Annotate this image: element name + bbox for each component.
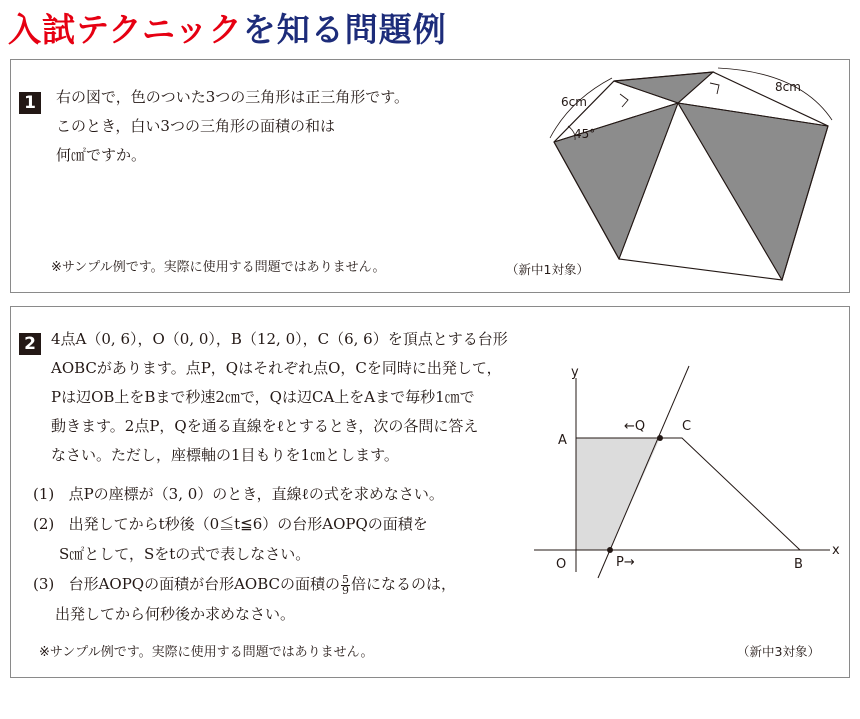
shaded-triangle-right — [678, 103, 828, 280]
question-2-number: (2) — [33, 515, 55, 533]
question-3-text-pre: 台形AOPQの面積が台形AOBCの面積の — [68, 575, 340, 593]
problem-2-text — [51, 325, 508, 470]
trapezoid-AOPQ — [576, 438, 660, 550]
title-red-part: 入試テクニック — [8, 10, 243, 49]
title-navy-part: を知る問題例 — [242, 10, 447, 49]
label-O: O — [556, 557, 567, 572]
question-1 — [33, 479, 456, 509]
point-Q — [657, 435, 663, 441]
problem-number-1: 1 — [19, 92, 41, 114]
label-Q: ←Q — [624, 419, 646, 434]
target-grade-2: （新中3対象） — [737, 644, 820, 659]
label-y: y — [571, 365, 579, 380]
coordinate-graph — [530, 360, 848, 582]
target-grade-1: （新中1対象） — [506, 262, 589, 277]
label-x: x — [832, 543, 840, 558]
label-6cm: 6cm — [561, 95, 587, 109]
question-3-text-post: 倍になるのは， — [351, 575, 457, 593]
right-angle-mark-right — [710, 83, 719, 94]
sample-note-2: ※サンプル例です。実際に使用する問題ではありません。 — [39, 645, 374, 660]
problem-2-questions — [33, 479, 456, 629]
problem-1-line-3: 何㎠ですか。 — [56, 146, 147, 164]
question-2-cont: S㎠として，Sをtの式で表しなさい。 — [59, 545, 311, 563]
label-A: A — [558, 433, 567, 448]
question-1-text: 点Pの座標が（3, 0）のとき，直線ℓの式を求めなさい。 — [68, 485, 444, 503]
problem-2-line-4: 動きます。2点P，Qを通る直線をℓとするとき，次の各問に答え — [51, 417, 479, 435]
fraction-five-ninths: $\frac{5}{9}$ — [342, 572, 349, 597]
problem-2-line-3: Pは辺OB上をBまで秒速2㎝で，Qは辺CA上をAまで毎秒1㎝で — [51, 388, 475, 406]
question-3-cont: 出発してから何秒後か求めなさい。 — [55, 605, 296, 623]
label-C: C — [682, 419, 692, 434]
shaded-triangle-left — [554, 103, 678, 259]
problem-1-line-1: 右の図で，色のついた3つの三角形は正三角形です。 — [56, 88, 410, 106]
problem-number-2: 2 — [19, 333, 41, 355]
problem-2-line-1: 4点A（0, 6），O（0, 0），B（12, 0），C（6, 6）を頂点とする台形 — [51, 330, 508, 348]
point-P — [607, 547, 613, 553]
problem-2-line-5: なさい。ただし，座標軸の1目もりを1㎝とします。 — [51, 446, 399, 464]
label-45deg: 45° — [574, 127, 596, 141]
triangle-figure — [530, 60, 850, 292]
question-2 — [33, 509, 456, 539]
question-2-text: 出発してからt秒後（0≦t≦6）の台形AOPQの面積を — [68, 515, 428, 533]
right-angle-mark-left — [620, 94, 628, 107]
problem-1-line-2: このとき，白い3つの三角形の面積の和は — [56, 117, 335, 135]
problem-1-text — [56, 83, 409, 170]
page-title — [8, 4, 447, 51]
label-8cm: 8cm — [775, 80, 801, 94]
question-1-number: (1) — [33, 485, 55, 503]
label-B: B — [794, 557, 803, 572]
sample-note-1: ※サンプル例です。実際に使用する問題ではありません。 — [51, 260, 386, 275]
label-P: P→ — [616, 555, 635, 570]
question-3-number: (3) — [33, 575, 55, 593]
question-3 — [33, 569, 456, 599]
problem-2-line-2: AOBCがあります。点P，Qはそれぞれ点O，Cを同時に出発して， — [51, 359, 502, 377]
